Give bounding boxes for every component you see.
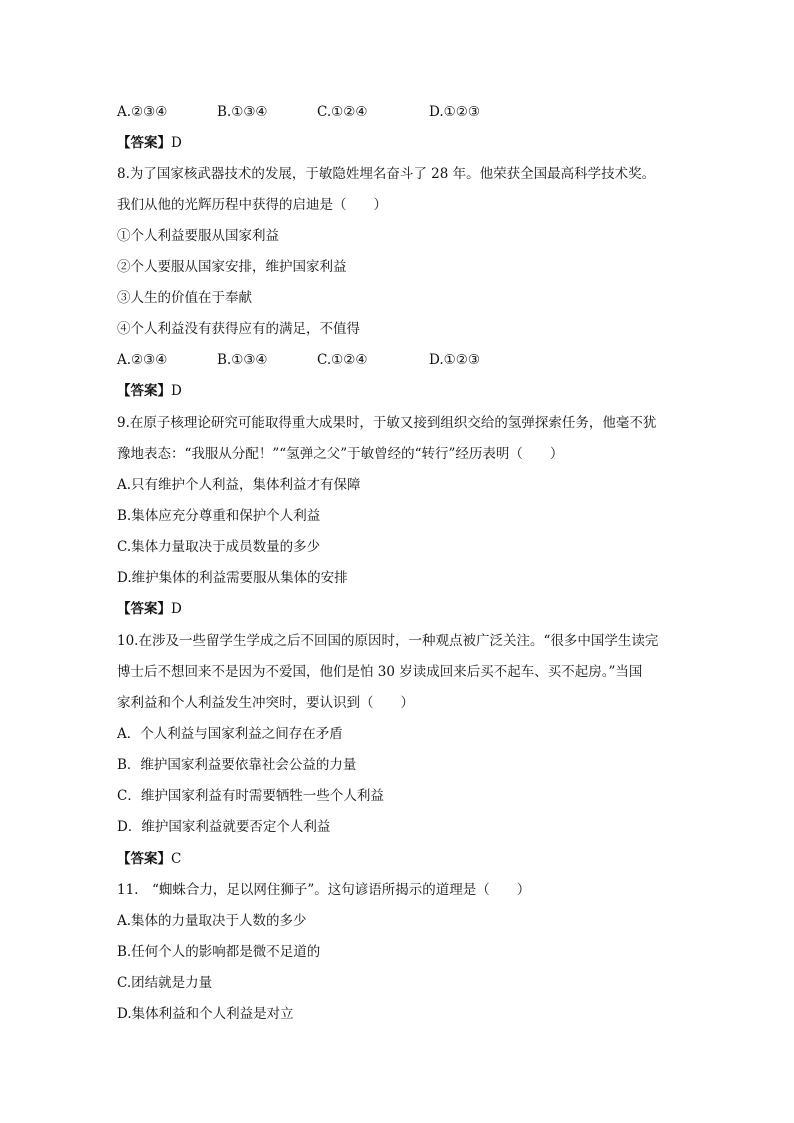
q8-statement-4: ④个人利益没有获得应有的满足，不值得 bbox=[117, 321, 360, 337]
q9-option-b: B.集体应充分尊重和保护个人利益 bbox=[117, 508, 321, 524]
answer-label: 【答案】 bbox=[117, 383, 171, 399]
q11-option-d: D.集体利益和个人利益是对立 bbox=[117, 1006, 294, 1022]
prev-option-d: D.①②③ bbox=[429, 104, 480, 120]
q8-stem-line2: 我们从他的光辉历程中获得的启迪是（ ） bbox=[117, 197, 387, 213]
q10-stem-line2: 博士后不想回来不是因为不爱国，他们是怕 30 岁读成回来后买不起车、买不起房。”当国 bbox=[117, 664, 643, 680]
q8-statement-2: ②个人要服从国家安排，维护国家利益 bbox=[117, 259, 347, 275]
q8-options bbox=[117, 350, 480, 370]
q10-option-c: C．维护国家利益有时需要牺牲一些个人利益 bbox=[117, 788, 384, 804]
q8-statement-1: ①个人利益要服从国家利益 bbox=[117, 228, 279, 244]
q9-option-a: A.只有维护个人利益，集体利益才有保障 bbox=[117, 477, 361, 493]
q11-stem-line1: 11. “蜘蛛合力，足以网住狮子”。这句谚语所揭示的道理是（ ） bbox=[117, 882, 531, 898]
q8-answer bbox=[117, 381, 182, 401]
q9-answer bbox=[117, 599, 182, 619]
q8-option-c: C.①②④ bbox=[317, 352, 368, 368]
prev-option-a: A.②③④ bbox=[117, 104, 168, 120]
q10-option-b: B．维护国家利益要依靠社会公益的力量 bbox=[117, 757, 357, 773]
q10-stem-line3: 家利益和个人利益发生冲突时，要认识到（ ） bbox=[117, 695, 414, 711]
answer-label: 【答案】 bbox=[117, 851, 171, 867]
q9-option-c: C.集体力量取决于成员数量的多少 bbox=[117, 539, 321, 555]
answer-label: 【答案】 bbox=[117, 135, 171, 151]
q11-option-c: C.团结就是力量 bbox=[117, 975, 213, 991]
q9-stem-line2: 豫地表态：“我服从分配！”“氢弹之父”于敏曾经的“转行”经历表明（ ） bbox=[117, 446, 564, 462]
prev-question-options bbox=[117, 102, 480, 122]
q11-option-b: B.任何个人的影响都是微不足道的 bbox=[117, 944, 321, 960]
q8-option-b: B.①③④ bbox=[217, 352, 268, 368]
q9-stem-line1: 9.在原子核理论研究可能取得重大成果时，于敏又接到组织交给的氢弹探索任务，他毫不犹 bbox=[117, 415, 657, 431]
q10-option-d: D．维护国家利益就要否定个人利益 bbox=[117, 819, 331, 835]
q8-option-a: A.②③④ bbox=[117, 352, 168, 368]
answer-value: D bbox=[171, 383, 182, 399]
answer-value: C bbox=[171, 851, 182, 867]
prev-question-answer bbox=[117, 133, 182, 153]
q10-option-a: A．个人利益与国家利益之间存在矛盾 bbox=[117, 726, 343, 742]
answer-value: D bbox=[171, 601, 182, 617]
q8-stem-line1: 8.为了国家核武器技术的发展，于敏隐姓埋名奋斗了 28 年。他荣获全国最高科学技术奖。 bbox=[117, 166, 656, 182]
q10-stem-line1: 10.在涉及一些留学生学成之后不回国的原因时，一种观点被广泛关注。“很多中国学生读完 bbox=[117, 633, 659, 649]
prev-option-b: B.①③④ bbox=[217, 104, 268, 120]
prev-option-c: C.①②④ bbox=[317, 104, 368, 120]
answer-label: 【答案】 bbox=[117, 601, 171, 617]
q10-answer bbox=[117, 849, 181, 869]
answer-value: D bbox=[171, 135, 182, 151]
q11-option-a: A.集体的力量取决于人数的多少 bbox=[117, 913, 307, 929]
q8-statement-3: ③人生的价值在于奉献 bbox=[117, 290, 252, 306]
q8-option-d: D.①②③ bbox=[429, 352, 480, 368]
q9-option-d: D.维护集体的利益需要服从集体的安排 bbox=[117, 570, 348, 586]
